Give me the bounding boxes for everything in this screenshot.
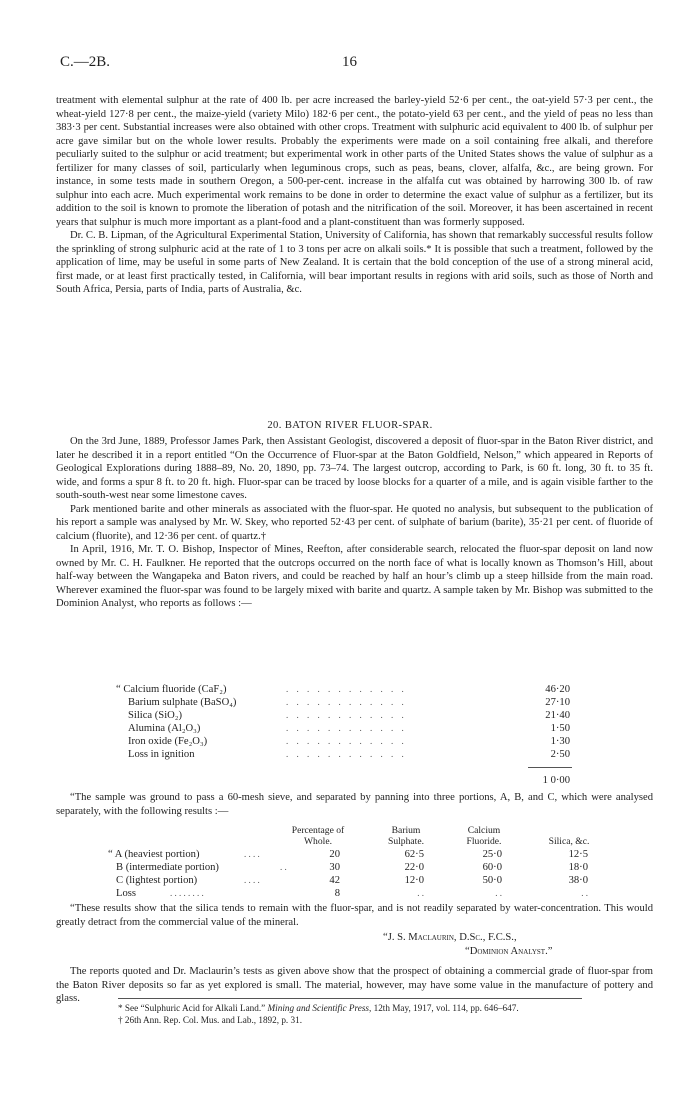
paragraph-sulphur-yields: treatment with elemental sulphur at the rate of 400 lb. per acre increased the barley-yield 52·6 per cent., the oat-yield 57·3 per cent., the wheat-yield 127·8 per cent., the maize-yield (variety Milo) 182·6 per cent., the potato-yield 63 per cent., and the yield of peas no less than 383·3 per cent. Substantial increases were also obtained with other crops. Treatment with sulphuric acid equivalent to 400 lb. of sulphur per acre gave similar but on the whole lower results. Probably the experiments were made on a soil containing free alkali, and therefore peculiarly suited to the sulphur or acid treatment; but experimental work in other parts of the United States shows the value of sulphur as a fertilizer for many classes of soil, particularly when leguminous crops, such as peas, beans, clover, alfalfa, &c., are being grown. For instance, in some tests made in southern Oregon, a 500-per-cent. increase in the alfalfa cut was obtained by harrowing 300 lb. of raw sulphur into each acre. Much experimental work remains to be done in order to determine the exact value of sulphur as a fertilizer, but its addition to the soil is known to promote the liberation of potash and the nitrification of the soil. Moreover, it has been ascertained in recent years that sulphur is much more important as a plant-food and a plant-constituent than was formerly supposed. bbox=[56, 95, 653, 228]
silica-cell: 12·5 bbox=[568, 849, 588, 860]
table-row bbox=[108, 848, 648, 861]
paragraph-bishop-report: In April, 1916, Mr. T. O. Bishop, Inspector of Mines, Reefton, after considerable search, relocated the fluor-spar deposit on land now owned by Mr. C. H. Faulkner. He reported that the outcrops occurred on the north face of what is locally known as Thomson’s Hill, about half-way between the Wangapeka and Baton rivers, and could be reached by half an hour’s climb up a steep hillside from the main road. Wherever examined the fluor-spar was found to be largely mixed with barite and quartz. A sample taken by Mr. Bishop was submitted to the Dominion Analyst, who reports as follows :— bbox=[56, 544, 653, 609]
table-row bbox=[108, 861, 648, 874]
analysis-value: 1·50 bbox=[550, 723, 570, 734]
percentage-cell: 8 bbox=[334, 888, 340, 899]
barium-cell: 62·5 bbox=[404, 849, 424, 860]
signature-name: “J. S. Maclaurin, D.Sc., F.C.S., bbox=[383, 932, 517, 943]
analysis-label: Barium sulphate (BaSO₄) bbox=[128, 697, 237, 708]
silica-cell: . . bbox=[581, 888, 588, 898]
analysis-total: 1 0·00 bbox=[542, 775, 570, 786]
analysis-label: Iron oxide (Fe₂O₃) bbox=[128, 736, 208, 747]
portion-label: Loss bbox=[116, 888, 137, 899]
analysis-value: 27·10 bbox=[545, 697, 570, 708]
calcium-cell: . . bbox=[495, 888, 502, 898]
leader-dots: . . . . . . . . . . . . bbox=[286, 684, 407, 694]
leader-dots: . . . . . . . . bbox=[170, 888, 204, 898]
paragraph-conclusion: The reports quoted and Dr. Maclaurin’s tests as given above show that the prospect of obtaining a commercial grade of fluor-spar from the Baton River deposits so far as yet explored is small. The material, however, may have some value in the manufacture of pottery and glass. bbox=[56, 966, 653, 1004]
col-header-barium: Barium Sulphate. bbox=[388, 825, 424, 847]
analysis-row bbox=[116, 722, 570, 735]
analysis-row bbox=[116, 709, 570, 722]
leader-dots: . . . . bbox=[244, 875, 260, 885]
analysis-row bbox=[116, 683, 570, 696]
analysis-table bbox=[116, 683, 570, 761]
leader-dots: . . . . bbox=[244, 849, 260, 859]
table-row bbox=[108, 887, 648, 900]
analysis-value: 2·50 bbox=[550, 749, 570, 760]
paragraph-separation: “The sample was ground to pass a 60-mesh sieve, and separated by panning into three portions, A, B, and C, which were analysed separately, with the following results :— bbox=[56, 792, 653, 817]
footnote-1-details: 12th May, 1917, vol. 114, pp. 646–647. bbox=[373, 1003, 519, 1013]
calcium-cell: 60·0 bbox=[482, 862, 502, 873]
leader-dots: . . bbox=[280, 862, 287, 872]
analysis-row bbox=[116, 696, 570, 709]
analysis-label: Alumina (Al₂O₃) bbox=[128, 723, 201, 734]
calcium-cell: 25·0 bbox=[482, 849, 502, 860]
leader-dots: . . . . . . . . . . . . bbox=[286, 697, 407, 707]
footnote-rule bbox=[118, 998, 582, 999]
col-header-percentage: Percentage of Whole. bbox=[291, 825, 345, 847]
leader-dots: . . . . . . . . . . . . bbox=[286, 723, 407, 733]
leader-dots: . . . . . . . . . . . . bbox=[286, 736, 407, 746]
report-reference: C.—2B. bbox=[60, 54, 111, 70]
percentage-cell: 20 bbox=[329, 849, 340, 860]
footnote-1 bbox=[118, 1002, 519, 1014]
barium-cell: 12·0 bbox=[404, 875, 424, 886]
footnote-1-journal: Mining and Scientific Press, bbox=[267, 1003, 372, 1013]
analysis-value: 46·20 bbox=[545, 684, 570, 695]
separation-table bbox=[108, 848, 648, 900]
footnote-1-text: * See “Sulphuric Acid for Alkali Land.” bbox=[118, 1003, 266, 1013]
paragraph-park-discovery: On the 3rd June, 1889, Professor James Park, then Assistant Geologist, discovered a deposit of fluor-spar in the Baton River district, and later he described it in a report entitled “On the Occurrence of Fluor-spar at the Baton Goldfield, Nelson,” which appeared in Reports of Geological Explorations during 1888–89, No. 20, 1890, pp. 73–74. The largest outcrop, according to Park, is 60 ft. long, 30 ft. to 35 ft. wide, and forms a spur 8 ft. to 20 ft. high. Fluor-spar can be traced by loose blocks for a quarter of a mile, and is again visible farther to the south-south-west near some limestone caves. bbox=[56, 436, 653, 501]
silica-cell: 38·0 bbox=[568, 875, 588, 886]
paragraph-skey-analysis: Park mentioned barite and other minerals as associated with the fluor-spar. He quoted no analysis, but subsequent to the publication of his report a sample was analysed by Mr. W. Skey, who reported 52·43 per cent. of sulphate of barium (barite), 35·21 per cent. of fluoride of calcium (fluorite), and 12·36 per cent. of quartz.† bbox=[56, 503, 653, 542]
analysis-value: 21·40 bbox=[545, 710, 570, 721]
barium-cell: . . bbox=[417, 888, 424, 898]
analysis-value: 1·30 bbox=[550, 736, 570, 747]
separation-note bbox=[56, 902, 653, 929]
leader-dots: . . . . . . . . . . . . bbox=[286, 710, 407, 720]
analysis-row bbox=[116, 735, 570, 748]
paragraph-silica-note: “These results show that the silica tends to remain with the fluor-spar, and is not readily separated by water-concentration. This would greatly detract from the commercial value of the mineral. bbox=[56, 903, 653, 928]
silica-cell: 18·0 bbox=[568, 862, 588, 873]
separation-intro bbox=[56, 791, 653, 818]
table-row bbox=[108, 874, 648, 887]
calcium-cell: 50·0 bbox=[482, 875, 502, 886]
percentage-cell: 30 bbox=[329, 862, 340, 873]
footnote-2: † 26th Ann. Rep. Col. Mus. and Lab., 1892, p. 31. bbox=[118, 1015, 303, 1025]
barium-cell: 22·0 bbox=[404, 862, 424, 873]
intro-text bbox=[56, 94, 653, 297]
section-text bbox=[56, 435, 653, 611]
portion-label: B (intermediate portion) bbox=[116, 862, 219, 873]
page-number: 16 bbox=[342, 54, 357, 70]
section-heading: 20. BATON RIVER FLUOR-SPAR. bbox=[267, 420, 433, 431]
paragraph-lipman: Dr. C. B. Lipman, of the Agricultural Experimental Station, University of California, has shown that remarkably successful results follow the sprinkling of strong sulphuric acid at the rate of 1 to 3 tons per acre on alkali soils.* It is possible that such a treatment, followed by the application of lime, may be useful in some parts of New Zealand. It is certain that the bold conception of the use of a strong mineral acid, first made, or at least first practically tested, in California, will bear important results in regions with arid soils, such as those of North and South Africa, Persia, parts of India, parts of Australia, &c. bbox=[56, 230, 653, 295]
analysis-label: “ Calcium fluoride (CaF₂) bbox=[116, 684, 227, 695]
percentage-cell: 42 bbox=[329, 875, 340, 886]
signature-title: “Dominion Analyst.” bbox=[465, 946, 553, 957]
analysis-label: Silica (SiO₂) bbox=[128, 710, 183, 721]
total-rule bbox=[528, 767, 572, 768]
portion-label: C (lightest portion) bbox=[116, 875, 198, 886]
analysis-label: Loss in ignition bbox=[128, 749, 195, 760]
portion-label: “ A (heaviest portion) bbox=[108, 849, 200, 860]
leader-dots: . . . . . . . . . . . . bbox=[286, 749, 407, 759]
col-header-silica: Silica, &c. bbox=[548, 836, 590, 847]
col-header-calcium: Calcium Fluoride. bbox=[466, 825, 502, 847]
conclusion-text bbox=[56, 965, 653, 1006]
analysis-row bbox=[116, 748, 570, 761]
